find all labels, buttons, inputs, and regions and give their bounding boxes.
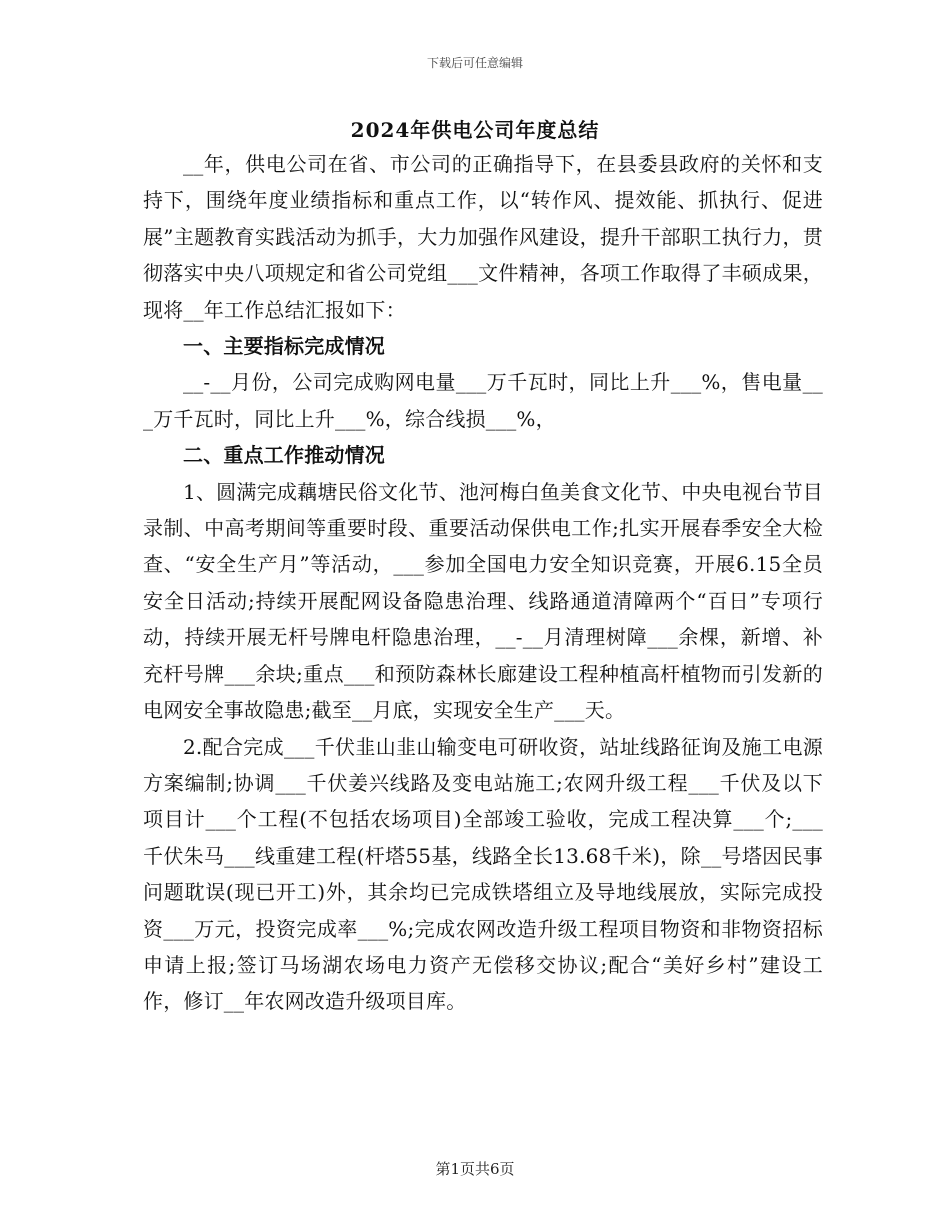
document-body [143,146,823,1020]
section-heading-key-work: 二、重点工作推动情况 [183,443,385,468]
key-work-item-2: 2.配合完成___千伏韭山韭山输变电可研收资，站址线路征询及施工电源方案编制;协调___千伏姜兴线路及变电站施工;农网升级工程___千伏及以下项目计___个工程(不包括农场项目)全部竣工验收，完成工程决算___个;___千伏朱马___线重建工程(杆塔55基，线路全长13.68千米)，除__号塔因民事问题耽误(现已开工)外，其余均已完成铁塔组立及导地线展放，实际完成投资___万元，投资完成率___%;完成农网改造升级工程项目物资和非物资招标申请上报;签订马场湖农场电力资产无偿移交协议;配合“美好乡村”建设工作，修订__年农网改造升级项目库。 [143,734,823,1014]
page-footer-number: 第1页共6页 [435,1160,515,1178]
section-heading-main-indicators: 一、主要指标完成情况 [183,334,385,359]
key-work-item-1: 1、圆满完成藕塘民俗文化节、池河梅白鱼美食文化节、中央电视台节目录制、中高考期间等重要时段、重要活动保供电工作;扎实开展春季安全大检查、“安全生产月”等活动，___参加全国电力安全知识竞赛，开展6.15全员安全日活动;持续开展配网设备隐患治理、线路通道清障两个“百日”专项行动，持续开展无杆号牌电杆隐患治理，__-__月清理树障___余棵，新增、补充杆号牌___余块;重点___和预防森林长廊建设工程种植高杆植物而引发新的电网安全事故隐患;截至__月底，实现安全生产___天。 [143,479,823,723]
intro-paragraph: __年，供电公司在省、市公司的正确指导下，在县委县政府的关怀和支持下，围绕年度业绩指标和重点工作，以“转作风、提效能、抓执行、促进展”主题教育实践活动为抓手，大力加强作风建设，提升干部职工执行力，贯彻落实中央八项规定和省公司党组___文件精神，各项工作取得了丰硕成果，现将__年工作总结汇报如下： [143,152,823,322]
indicators-paragraph: __-__月份，公司完成购网电量___万千瓦时，同比上升___%，售电量___万千瓦时，同比上升___%，综合线损___%， [143,370,823,431]
page-header-note: 下载后可任意编辑 [426,56,523,70]
document-title: 2024年供电公司年度总结 [350,118,600,142]
